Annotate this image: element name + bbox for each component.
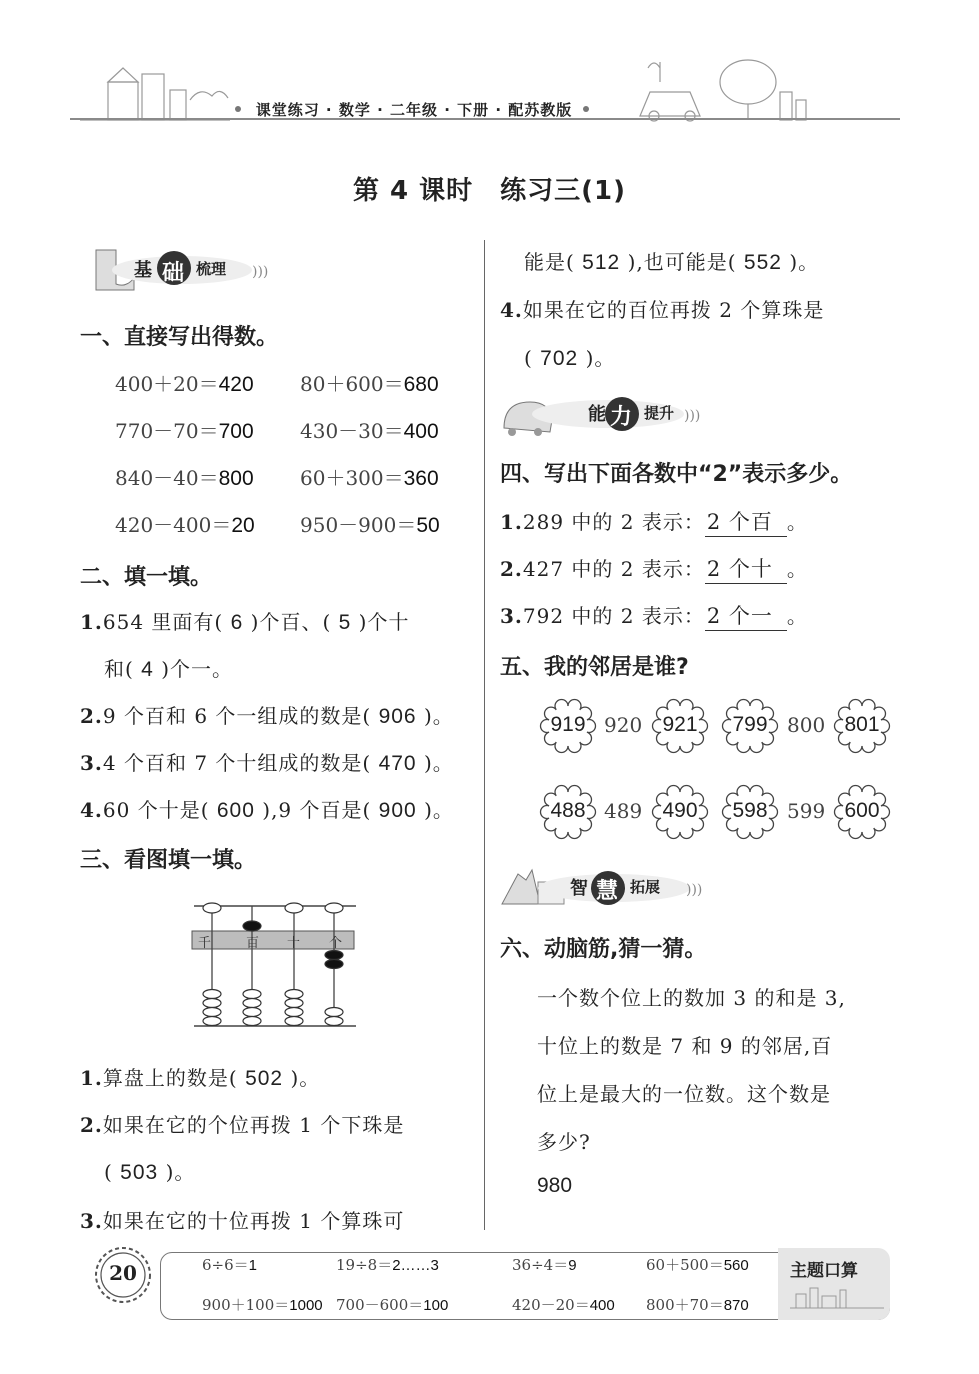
abacus-lower-bead — [325, 951, 343, 960]
abacus-lower-bead — [285, 990, 303, 999]
abacus-question-3-cont: 能是( 512 ),也可能是( 552 )。 — [524, 250, 820, 274]
abacus-lower-bead — [325, 1008, 343, 1017]
abacus-question-2-cont: ( 503 )。 — [104, 1160, 196, 1184]
abacus-figure — [190, 896, 360, 1032]
oral-item: 60＋500＝560 — [646, 1256, 749, 1274]
flower-answer: 598 — [722, 784, 778, 840]
section3-heading: 三、看图填一填。 — [80, 848, 257, 873]
abacus-lower-bead — [325, 1017, 343, 1026]
calc-item: 840－40＝800 — [115, 466, 254, 490]
fill-question-1-cont: 和( 4 )个一。 — [104, 657, 234, 681]
calc-item: 950－900＝50 — [300, 513, 440, 537]
section2-heading: 二、填一填。 — [80, 565, 213, 590]
abacus-label-ones: 个 — [329, 936, 343, 951]
section6-heading: 六、动脑筋,猜一猜。 — [500, 937, 707, 962]
header-decoration-right — [620, 52, 820, 122]
abacus-question-1: 1.算盘上的数是( 502 )。 — [80, 1066, 321, 1090]
section5-heading: 五、我的邻居是谁? — [500, 655, 689, 680]
skyline-decoration — [790, 1286, 884, 1310]
flower-answer: 490 — [652, 784, 708, 840]
abacus-question-4: 4.如果在它的百位再拨 2 个算珠是 — [500, 298, 825, 322]
badge-ability: ))) 能 力 提升 — [498, 392, 698, 436]
oral-item: 6÷6＝1 — [202, 1256, 257, 1274]
abacus-label-tens: 十 — [287, 936, 301, 951]
abacus-upper-bead — [285, 903, 303, 913]
calc-item: 420－400＝20 — [115, 513, 255, 537]
riddle-answer: 980 — [537, 1174, 573, 1197]
abacus-question-4-cont: ( 702 )。 — [524, 346, 616, 370]
given-number: 800 — [787, 713, 826, 737]
abacus-question-2: 2.如果在它的个位再拨 1 个下珠是 — [80, 1113, 405, 1137]
abacus-upper-bead — [325, 903, 343, 913]
flower-answer: 488 — [540, 784, 596, 840]
series-title: 课堂练习 · 数学 · 二年级 · 下册 · 配苏教版 — [255, 101, 573, 119]
abacus-upper-bead — [203, 903, 221, 913]
abacus-lower-bead — [243, 990, 261, 999]
badge-wisdom: ))) 智 慧 拓展 — [498, 864, 698, 908]
page-title: 第 4 课时 练习三(1) — [352, 176, 627, 206]
flower-answer: 600 — [834, 784, 890, 840]
abacus-lower-bead — [243, 1017, 261, 1026]
abacus-lower-bead — [285, 999, 303, 1008]
section1-heading: 一、直接写出得数。 — [80, 325, 279, 350]
header-decoration-left — [80, 60, 230, 122]
riddle-line: 多少? — [537, 1130, 591, 1154]
riddle-line: 十位上的数是 7 和 9 的邻居,百 — [537, 1034, 833, 1058]
abacus-lower-bead — [243, 1008, 261, 1017]
given-number: 489 — [604, 799, 643, 823]
digit-value-item-3: 3.792 中的 2 表示：2 个一 。 — [500, 600, 808, 631]
abacus-lower-bead — [285, 1008, 303, 1017]
riddle-line: 位上是最大的一位数。这个数是 — [537, 1082, 831, 1106]
abacus-lower-bead — [203, 990, 221, 999]
flower-answer: 801 — [834, 698, 890, 754]
given-number: 920 — [604, 713, 643, 737]
abacus-lower-bead — [203, 999, 221, 1008]
abacus-lower-bead — [285, 1017, 303, 1026]
digit-value-item-1: 1.289 中的 2 表示：2 个百 。 — [500, 506, 808, 537]
calc-item: 770－70＝700 — [115, 419, 254, 443]
calc-item: 80＋600＝680 — [300, 372, 439, 396]
abacus-lower-bead — [325, 960, 343, 969]
calc-item: 430－30＝400 — [300, 419, 439, 443]
section4-heading: 四、写出下面各数中“2”表示多少。 — [500, 462, 853, 487]
svg-text:))): ))) — [686, 882, 703, 898]
flower-answer: 921 — [652, 698, 708, 754]
oral-item: 900＋100＝1000 — [202, 1296, 323, 1314]
abacus-question-3: 3.如果在它的十位再拨 1 个算珠可 — [80, 1209, 405, 1233]
abacus-label-hundreds: 百 — [246, 936, 260, 951]
badge-basic: ))) 基 础 梳理 — [92, 246, 272, 290]
oral-item: 36÷4＝9 — [512, 1256, 577, 1274]
fill-question-4: 4.60 个十是( 600 ),9 个百是( 900 )。 — [80, 798, 454, 822]
fill-question-3: 3.4 个百和 7 个十组成的数是( 470 )。 — [80, 751, 454, 775]
abacus-upper-bead — [243, 921, 261, 931]
svg-text:))): ))) — [684, 408, 701, 424]
calc-item: 60＋300＝360 — [300, 466, 439, 490]
abacus-lower-bead — [243, 999, 261, 1008]
abacus-label-thousands: 千 — [198, 936, 212, 951]
riddle-line: 一个数个位上的数加 3 的和是 3, — [537, 986, 846, 1010]
oral-item: 700－600＝100 — [336, 1296, 449, 1314]
digit-value-item-2: 2.427 中的 2 表示：2 个十 。 — [500, 553, 808, 584]
fill-question-2: 2.9 个百和 6 个一组成的数是( 906 )。 — [80, 704, 454, 728]
abacus-lower-bead — [203, 1017, 221, 1026]
page-number: 20 — [109, 1261, 137, 1285]
oral-item: 19÷8＝2……3 — [336, 1256, 439, 1274]
oral-calc-label: 主题口算 — [790, 1261, 858, 1281]
svg-text:))): ))) — [252, 264, 269, 280]
flower-answer: 799 — [722, 698, 778, 754]
calc-item: 400＋20＝420 — [115, 372, 254, 396]
given-number: 599 — [787, 799, 826, 823]
column-divider — [484, 240, 485, 1230]
oral-item: 800＋70＝870 — [646, 1296, 749, 1314]
oral-item: 420－20＝400 — [512, 1296, 615, 1314]
abacus-lower-bead — [203, 1008, 221, 1017]
flower-answer: 919 — [540, 698, 596, 754]
fill-question-1: 1.654 里面有( 6 )个百、( 5 )个十 — [80, 610, 410, 634]
